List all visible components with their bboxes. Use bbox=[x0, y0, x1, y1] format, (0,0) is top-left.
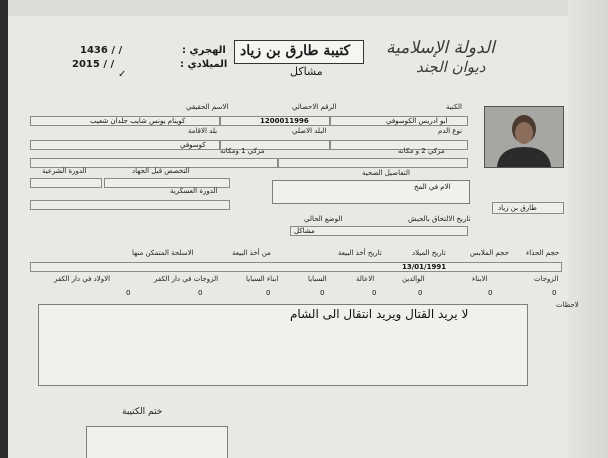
health-value: الام في المخ bbox=[414, 183, 451, 191]
wives-label: الزوجات bbox=[534, 275, 559, 283]
notes-label: لاحظات bbox=[556, 301, 579, 309]
clothes-label: حجم الملابس bbox=[470, 249, 509, 257]
brigade-subtitle: مشاكل bbox=[290, 65, 323, 78]
wives-value: 0 bbox=[552, 289, 557, 297]
member-photo bbox=[484, 106, 564, 168]
real-name-label: الاسم الحقيقي bbox=[186, 103, 229, 111]
blood-label: نوع الدم bbox=[438, 127, 463, 135]
guest1-label: مزكي 1 ومكانه bbox=[220, 147, 265, 155]
guest2-field bbox=[278, 158, 468, 168]
logo-line-1: الدولة الإسلامية bbox=[386, 38, 495, 58]
birth-label: تاريخ الميلاد bbox=[412, 249, 446, 257]
brigade-title: كتيبة طارق بن زياد bbox=[240, 43, 351, 59]
captives-value: 0 bbox=[320, 289, 325, 297]
kunya-value: ابو ادريس الكوسوفي bbox=[386, 117, 448, 125]
status-field bbox=[290, 226, 468, 236]
captives-label: السبايا bbox=[308, 275, 327, 283]
birth-value: 13/01/1991 bbox=[402, 263, 447, 271]
status-value: مشاكل bbox=[294, 227, 315, 235]
captive-children-label: ابناء السبايا bbox=[246, 275, 279, 283]
gregorian-value: 2015 / / bbox=[72, 59, 115, 70]
gregorian-label: الميلادي : bbox=[180, 59, 228, 70]
oath-from-label: من أخذ البيعة bbox=[232, 249, 271, 257]
residence-label: بلد الاقامة bbox=[188, 127, 218, 135]
real-name-value: كوينام يونس شايب جلدان شعيب bbox=[90, 117, 186, 125]
document-page bbox=[8, 0, 608, 458]
residence-value: كوسوفي bbox=[180, 141, 206, 149]
notes-value: لا يريد القتال ويريد انتقال الى الشام bbox=[290, 307, 469, 321]
children-kufr-value: 0 bbox=[126, 289, 131, 297]
logo-line-2: ديوان الجند bbox=[416, 58, 486, 76]
join-date-label: تاريخ الالتحاق بالجيش bbox=[408, 215, 471, 223]
health-label: التفاصيل الصحية bbox=[362, 169, 410, 177]
current-status-label: الوضع الحالي bbox=[304, 215, 343, 223]
children-value: 0 bbox=[488, 289, 493, 297]
wives-kufr-label: الزوجات في دار الكفر bbox=[154, 275, 219, 283]
check-mark: ✓ bbox=[118, 69, 127, 80]
dependents-value: 0 bbox=[372, 289, 377, 297]
children-kufr-label: الاولاد في دار الكفر bbox=[54, 275, 111, 283]
sharia-field bbox=[30, 178, 102, 188]
shoe-label: حجم الحذاء bbox=[526, 249, 560, 257]
page-fold bbox=[8, 0, 608, 16]
person-photo-icon bbox=[485, 107, 563, 167]
wives-kufr-value: 0 bbox=[198, 289, 203, 297]
captive-children-value: 0 bbox=[266, 289, 271, 297]
page-edge bbox=[568, 0, 608, 458]
sharia-label: الدورة الشرعية bbox=[42, 167, 87, 175]
stat-no-value: 1200011996 bbox=[260, 117, 309, 125]
hijri-value: 1436 / / bbox=[80, 45, 123, 56]
kunya-name-value: طارق بن زياد bbox=[498, 204, 537, 212]
specialty-label: التخصص قبل الجهاد bbox=[132, 167, 190, 175]
guest2-label: مزكي 2 و مكانه bbox=[398, 147, 445, 155]
parents-label: الوالدين bbox=[402, 275, 425, 283]
weapons-label: الاسلحة المتمكن منها bbox=[132, 249, 194, 257]
origin-label: البلد الاصلي bbox=[292, 127, 327, 135]
hijri-label: الهجري : bbox=[182, 45, 226, 56]
dependents-label: الاعالة bbox=[356, 275, 375, 283]
stat-no-label: الرقم الاحصائي bbox=[292, 103, 337, 111]
sizes-row-field bbox=[30, 262, 562, 272]
seal-box bbox=[86, 426, 228, 458]
children-label: الابناء bbox=[472, 275, 488, 283]
military-label: الدورة العسكرية bbox=[170, 187, 218, 195]
parents-value: 0 bbox=[418, 289, 423, 297]
military-field bbox=[30, 200, 230, 210]
oath-date-label: تاريخ أخذ البيعة bbox=[338, 249, 382, 257]
kunya-label: الكنية bbox=[446, 103, 462, 111]
seal-label: ختم الكتيبة bbox=[122, 407, 163, 417]
